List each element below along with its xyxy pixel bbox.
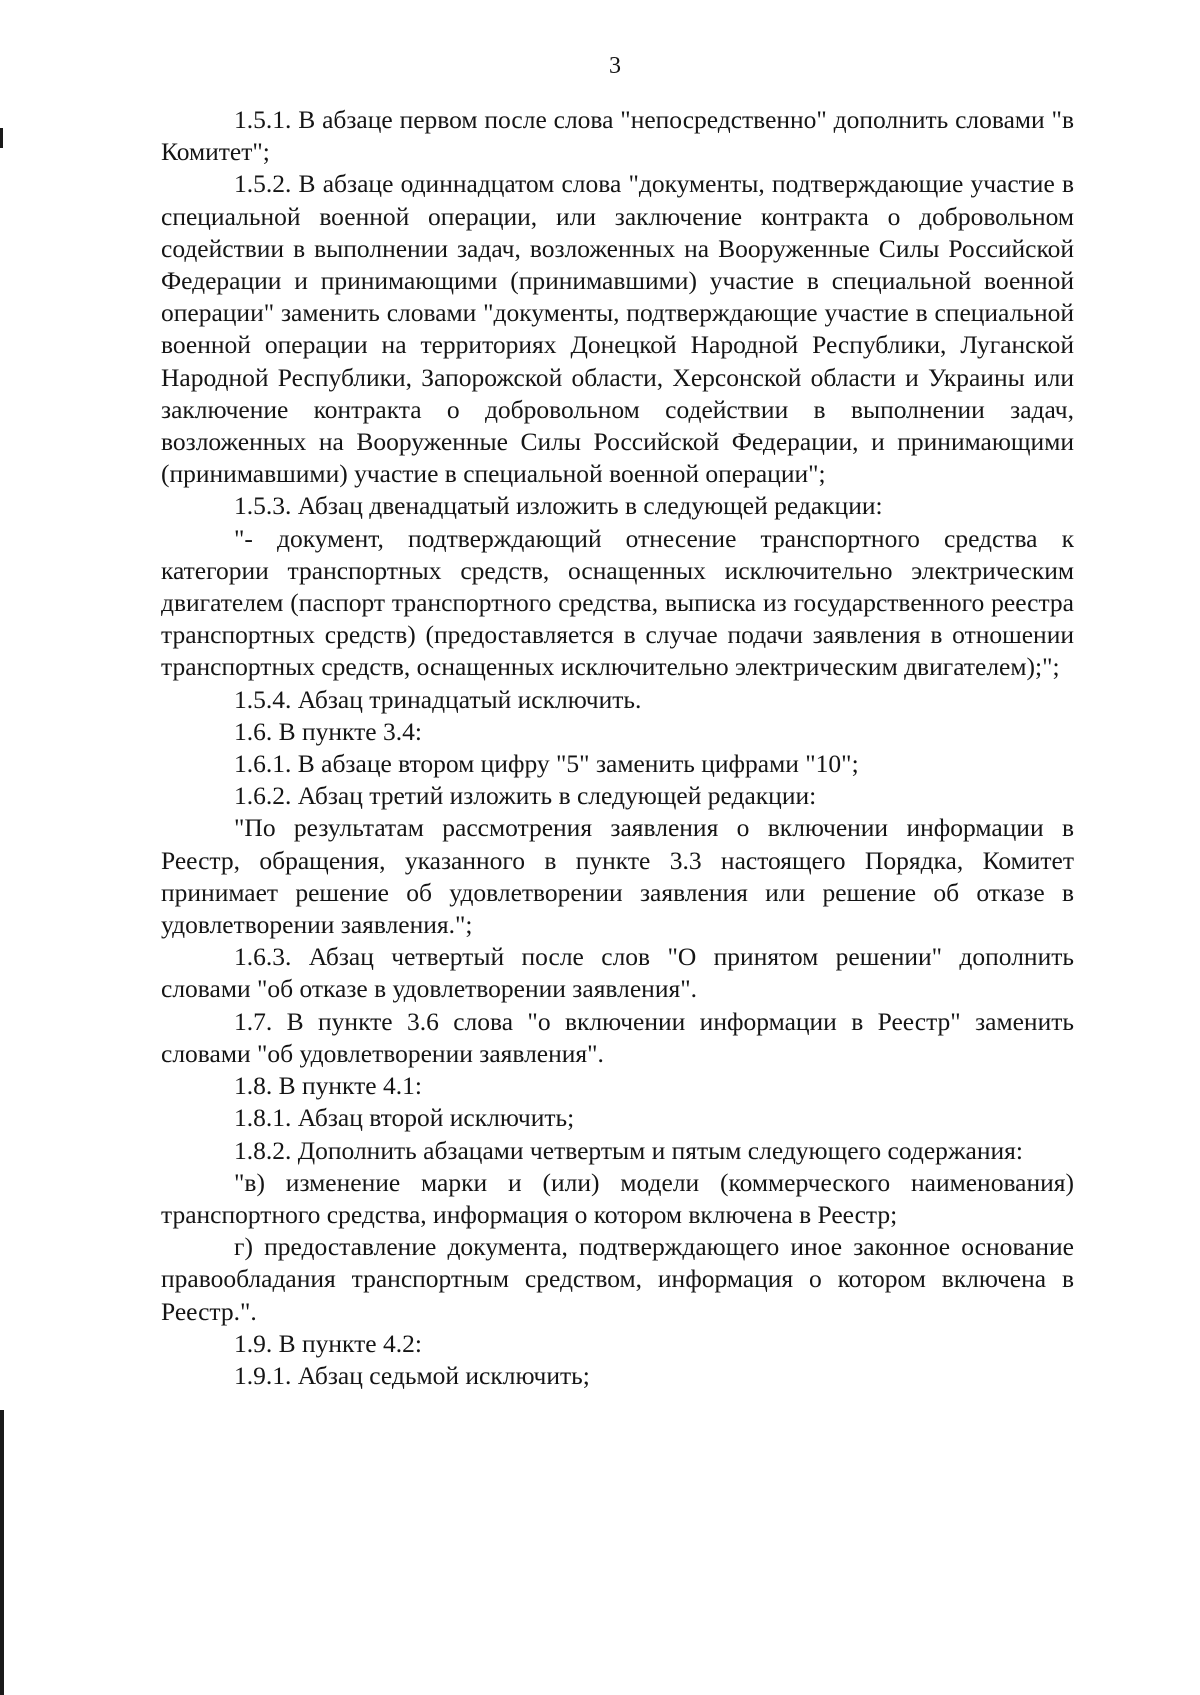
paragraph-1-8: 1.8. В пункте 4.1: (234, 1071, 422, 1101)
paragraph-1-9-1: 1.9.1. Абзац седьмой исключить; (234, 1360, 590, 1390)
paragraph-1-6-2-quote: "По результатам рассмотрения заявления о включении информации в Реестр, обращения, указанного в пункте 3.3 настоящего Порядка, Комитет принимает решение об удовлетворении заявления или решение об отказе в удовлетворении заявления."; (161, 813, 1074, 940)
paragraph-1-7: 1.7. В пункте 3.6 слова "о включении информации в Реестр" заменить словами "об удовлетворении заявления". (161, 1006, 1074, 1068)
paragraph-1-8-2-item-v: "в) изменение марки и (или) модели (коммерческого наименования) транспортного средства, информация о котором включена в Реестр; (161, 1167, 1074, 1229)
paragraph-1-5-1: 1.5.1. В абзаце первом после слова "непосредственно" дополнить словами "в Комитет"; (161, 105, 1074, 167)
paragraph-1-8-2-item-g: г) предоставление документа, подтверждающего иное законное основание правообладания транспортным средством, информация о котором включена в Реестр.". (161, 1232, 1074, 1326)
paragraph-1-5-4: 1.5.4. Абзац тринадцатый исключить. (234, 684, 642, 714)
paragraph-1-5-3: 1.5.3. Абзац двенадцатый изложить в следующей редакции: (234, 491, 883, 521)
paragraph-1-5-2: 1.5.2. В абзаце одиннадцатом слова "документы, подтверждающие участие в специальной военной операции, или заключение контракта о добровольном содействии в выполнении задач, возложенных на Вооруженные Силы Российской Федерации и принимающими (принимавшими) участие в специальной военной операции" заменить словами "документы, подтверждающие участие в специальной военной операции на территориях Донецкой Народной Республики, Луганской Народной Республики, Запорожской области, Херсонской области и Украины или заключение контракта о добровольном содействии в выполнении задач, возложенных на Вооруженные Силы Российской Федерации, и принимающими (принимавшими) участие в специальной военной операции"; (161, 169, 1074, 489)
scan-edge-mark-top (0, 128, 3, 148)
page-number: 3 (609, 53, 621, 79)
paragraph-1-6-2: 1.6.2. Абзац третий изложить в следующей редакции: (234, 781, 817, 811)
paragraph-1-8-1: 1.8.1. Абзац второй исключить; (234, 1103, 575, 1133)
paragraph-1-8-2: 1.8.2. Дополнить абзацами четвертым и пятым следующего содержания: (234, 1135, 1023, 1165)
paragraph-1-6-1: 1.6.1. В абзаце втором цифру "5" заменить цифрами "10"; (234, 749, 859, 779)
document-body (161, 104, 1074, 1392)
paragraph-1-6-3: 1.6.3. Абзац четвертый после слов "О принятом решении" дополнить словами "об отказе в удовлетворении заявления". (161, 942, 1074, 1004)
paragraph-1-9: 1.9. В пункте 4.2: (234, 1328, 422, 1358)
paragraph-1-6: 1.6. В пункте 3.4: (234, 716, 422, 746)
paragraph-1-5-3-quote: "- документ, подтверждающий отнесение транспортного средства к категории транспортных средств, оснащенных исключительно электрическим двигателем (паспорт транспортного средства, выписка из государственного реестра транспортных средств) (предоставляется в случае подачи заявления в отношении транспортных средств, оснащенных исключительно электрическим двигателем);"; (161, 523, 1074, 682)
scan-edge-mark-bottom (0, 1410, 4, 1695)
